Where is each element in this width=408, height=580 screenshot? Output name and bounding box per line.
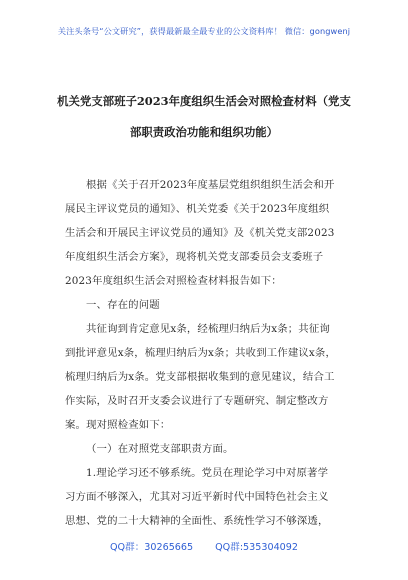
- body-line: 共征询到肯定意见x条，经梳理归纳后为x条；共征询: [86, 323, 330, 335]
- body-line: 梳理归纳后为x条。党支部根据收集到的意见建议，结合工: [65, 371, 335, 383]
- footer-contact: [0, 539, 408, 553]
- body-line: 年度组织生活会方案》，现将机关党支部委员会支委班子: [65, 251, 324, 263]
- body-line: 到批评意见x条，梳理归纳后为x条；共收到工作建议x条，: [65, 347, 337, 359]
- footer-qq-group-2: QQ群:535304092: [215, 542, 298, 553]
- body-line: 根据《关于召开2023年度基层党组织组织生活会和开: [86, 179, 335, 191]
- body-line: 案。现对照检查如下：: [65, 419, 171, 431]
- subsection-heading: （一）在对照党支部职责方面。: [86, 443, 234, 455]
- footer-qq-group-1: QQ群：30265665: [110, 542, 194, 553]
- body-line: 展民主评议党员的通知》、机关党委《关于2023年度组织: [65, 203, 330, 215]
- body-line: 生活会和开展民主评议党员的通知》及《机关党支部2023: [65, 227, 335, 239]
- header-banner: 关注头条号“公文研究”，获得最新最全最专业的公文资料库！ 微信：gongwenj: [57, 26, 351, 36]
- body-line: 习方面不够深入，尤其对习近平新时代中国特色社会主义: [65, 491, 329, 503]
- body-line: 作实际，及时召开支委会议进行了专题研究、制定整改方: [65, 395, 329, 407]
- body-line: 1.理论学习还不够系统。党员在理论学习中对原著学: [86, 467, 329, 479]
- body-line: 思想、党的二十大精神的全面性、系统性学习不够深透，: [65, 515, 329, 527]
- document-title-line-1: 机关党支部班子2023年度组织生活会对照检查材料（党支: [57, 94, 351, 108]
- body-line: 2023年度组织生活会对照检查材料报告如下：: [65, 275, 282, 287]
- section-heading: 一、存在的问题: [86, 299, 160, 311]
- document-title-line-2: 部职责政治功能和组织功能）: [129, 125, 279, 139]
